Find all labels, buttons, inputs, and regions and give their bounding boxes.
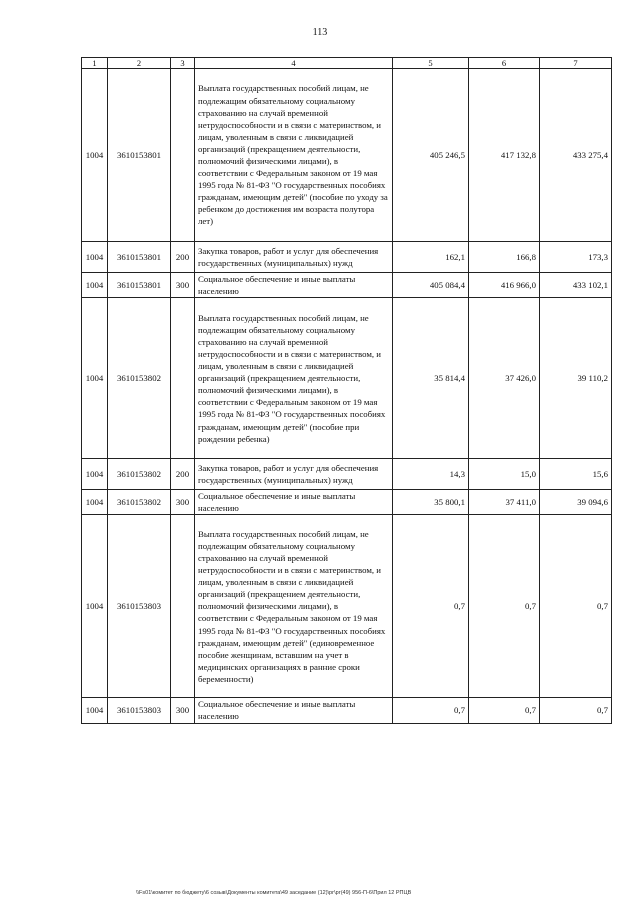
expense-type-cell: 300 [171,698,195,723]
table-row [82,490,612,515]
target-article-cell: 3610153802 [108,298,171,459]
amount-col6-cell: 0,7 [469,515,540,698]
target-article-cell: 3610153802 [108,459,171,490]
amount-col7-cell: 0,7 [540,698,612,723]
description-cell: Выплата государственных пособий лицам, не подлежащим обязательному социальному страхованию на случай временной нетрудоспособности и в связи с материнством, и лицам, уволенным в связи с ликвидацией организаций (прекращением деятельности, полномочий физическими лицами), в соответствии с Федеральным законом от 19 мая 1995 года № 81-ФЗ "О государственных пособиях гражданам, имеющим детей" (пособие при рождении ребенка) [195,298,393,459]
description-cell: Выплата государственных пособий лицам, не подлежащим обязательному социальному страхованию на случай временной нетрудоспособности и в связи с материнством, и лицам, уволенным в связи с ликвидацией организаций (прекращением деятельности, полномочий физическими лицами), в соответствии с Федеральным законом от 19 мая 1995 года № 81-ФЗ "О государственных пособиях гражданам, имеющим детей" (единовременное пособие женщинам, вставшим на учет в медицинских организациях в ранние сроки беременности) [195,515,393,698]
amount-col6-cell: 37 426,0 [469,298,540,459]
table-row [82,242,612,273]
amount-col6-cell: 0,7 [469,698,540,723]
amount-col7-cell: 0,7 [540,515,612,698]
section-code-cell: 1004 [82,298,108,459]
footer-file-path: \\Fs01\комитет по бюджету\6 созыв\Документы комитета\49 заседание (12)\рг\рг(49) 956-П-6\Прил 12 РПЦВ [136,890,412,896]
amount-col5-cell: 0,7 [393,698,469,723]
description-cell: Социальное обеспечение и иные выплаты населению [195,490,393,515]
amount-col7-cell: 15,6 [540,459,612,490]
expense-type-cell: 200 [171,242,195,273]
amount-col7-cell: 39 110,2 [540,298,612,459]
description-cell: Выплата государственных пособий лицам, не подлежащим обязательному социальному страхованию на случай временной нетрудоспособности и в связи с материнством, и лицам, уволенным в связи с ликвидацией организаций (прекращением деятельности, полномочий физическими лицами), в соответствии с Федеральным законом от 19 мая 1995 года № 81-ФЗ "О государственных пособиях гражданам, имеющим детей" (пособие по уходу за ребенком до достижения им возраста полутора лет) [195,69,393,242]
table-row [82,515,612,698]
table-row [82,459,612,490]
section-code-cell: 1004 [82,515,108,698]
amount-col5-cell: 0,7 [393,515,469,698]
header-cell-1: 1 [82,58,108,69]
amount-col7-cell: 39 094,6 [540,490,612,515]
target-article-cell: 3610153803 [108,698,171,723]
expense-type-cell [171,69,195,242]
amount-col5-cell: 405 084,4 [393,273,469,298]
header-cell-7: 7 [540,58,612,69]
header-cell-2: 2 [108,58,171,69]
header-row [82,58,612,69]
expense-type-cell [171,298,195,459]
target-article-cell: 3610153801 [108,273,171,298]
section-code-cell: 1004 [82,242,108,273]
budget-table [81,57,612,724]
description-cell: Закупка товаров, работ и услуг для обеспечения государственных (муниципальных) нужд [195,242,393,273]
section-code-cell: 1004 [82,459,108,490]
description-cell: Социальное обеспечение и иные выплаты населению [195,698,393,723]
target-article-cell: 3610153803 [108,515,171,698]
amount-col6-cell: 15,0 [469,459,540,490]
target-article-cell: 3610153801 [108,242,171,273]
description-cell: Закупка товаров, работ и услуг для обеспечения государственных (муниципальных) нужд [195,459,393,490]
amount-col6-cell: 37 411,0 [469,490,540,515]
expense-type-cell: 200 [171,459,195,490]
section-code-cell: 1004 [82,273,108,298]
table-row [82,698,612,723]
amount-col5-cell: 405 246,5 [393,69,469,242]
header-cell-6: 6 [469,58,540,69]
amount-col6-cell: 417 132,8 [469,69,540,242]
target-article-cell: 3610153802 [108,490,171,515]
header-cell-3: 3 [171,58,195,69]
amount-col6-cell: 416 966,0 [469,273,540,298]
target-article-cell: 3610153801 [108,69,171,242]
table-row [82,298,612,459]
budget-table-body [82,58,612,724]
amount-col7-cell: 173,3 [540,242,612,273]
header-cell-4: 4 [195,58,393,69]
header-cell-5: 5 [393,58,469,69]
description-cell: Социальное обеспечение и иные выплаты населению [195,273,393,298]
expense-type-cell: 300 [171,490,195,515]
amount-col5-cell: 14,3 [393,459,469,490]
expense-type-cell: 300 [171,273,195,298]
amount-col5-cell: 35 800,1 [393,490,469,515]
amount-col6-cell: 166,8 [469,242,540,273]
table-row [82,69,612,242]
table-row [82,273,612,298]
amount-col7-cell: 433 275,4 [540,69,612,242]
page-number: 113 [312,27,328,38]
amount-col7-cell: 433 102,1 [540,273,612,298]
amount-col5-cell: 35 814,4 [393,298,469,459]
section-code-cell: 1004 [82,698,108,723]
section-code-cell: 1004 [82,69,108,242]
section-code-cell: 1004 [82,490,108,515]
expense-type-cell [171,515,195,698]
amount-col5-cell: 162,1 [393,242,469,273]
